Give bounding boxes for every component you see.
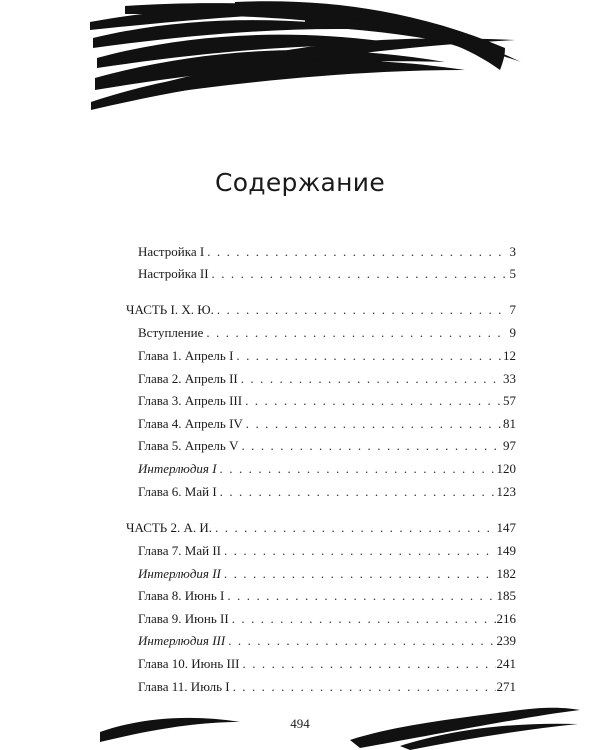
dot-leader [207,244,505,260]
toc-entry-label: Настройка I [138,244,205,259]
toc-entry [138,244,516,260]
toc-entry-page: 216 [496,611,516,626]
toc-entry-page: 149 [496,543,516,558]
toc-entry [138,588,516,604]
toc-entry-page: 5 [509,266,516,281]
toc-entry [138,325,516,341]
toc-entry-label: Глава 5. Апрель V [138,438,239,453]
dot-leader [220,461,496,477]
dot-leader [215,520,495,536]
toc-entry [138,656,516,672]
toc-entry-label: Глава 7. Май II [138,543,221,558]
toc-entry [138,348,516,364]
toc-entry-page: 123 [496,484,516,499]
toc-entry [138,393,516,409]
toc-entry [126,302,516,318]
toc-entry-label: Глава 11. Июль I [138,679,230,694]
toc-entry-page: 81 [503,416,516,431]
dot-leader [243,656,496,672]
toc-entry-label: Глава 1. Апрель I [138,348,234,363]
toc-entry-label: Глава 8. Июнь I [138,588,225,603]
toc-entry [138,461,516,477]
toc-entry-page: 9 [509,325,516,340]
toc-entry-page: 241 [496,656,516,671]
toc-entry [138,438,516,454]
toc-entry-page: 12 [503,348,516,363]
toc-entry-label: Глава 2. Апрель II [138,371,238,386]
dot-leader [220,484,496,500]
dot-leader [232,611,496,627]
toc-entry-page: 182 [496,566,516,581]
page-title: Содержание [214,168,386,197]
toc-entry-label: Глава 9. Июнь II [138,611,229,626]
toc-entry-page: 97 [503,438,516,453]
toc-entry-page: 57 [503,393,516,408]
dot-leader [241,438,502,454]
toc-entry-label: Глава 3. Апрель III [138,393,243,408]
dot-leader [246,416,502,432]
dot-leader [228,633,495,649]
dot-leader [233,679,496,695]
toc-entry-label: ЧАСТЬ I. Х. Ю. [126,302,214,317]
toc-entry-label: Интерлюдия I [138,461,217,476]
dot-leader [236,348,502,364]
dot-leader [224,543,496,559]
dot-leader [217,302,505,318]
dot-leader [224,566,496,582]
dot-leader [206,325,505,341]
toc-entry-label: Настройка II [138,266,209,281]
page-number: 494 [290,716,310,731]
toc-entry [138,633,516,649]
toc-entry [138,416,516,432]
toc-entry [138,484,516,500]
dot-leader [245,393,502,409]
toc-entry [138,266,516,282]
toc-entry [126,520,516,536]
dot-leader [212,266,505,282]
toc-entry-label: Глава 10. Июнь III [138,656,240,671]
toc-entry [138,543,516,559]
toc-entry [138,611,516,627]
toc-entry [138,371,516,387]
toc-entry-page: 185 [496,588,516,603]
toc-entry-page: 120 [496,461,516,476]
toc-entry-label: Вступление [138,325,204,340]
toc-entry-page: 239 [496,633,516,648]
toc-entry-page: 33 [503,371,516,386]
toc-entry-label: Глава 6. Май I [138,484,217,499]
toc-entry [138,679,516,695]
toc-entry-page: 7 [509,302,516,317]
toc-entry-page: 271 [496,679,516,694]
dot-leader [241,371,502,387]
toc-entry-label: Интерлюдия III [138,633,226,648]
toc-entry-label: Интерлюдия II [138,566,221,581]
toc-entry-label: Глава 4. Апрель IV [138,416,243,431]
toc-entry [138,566,516,582]
toc-entry-label: ЧАСТЬ 2. А. И. [126,520,213,535]
toc-entry-page: 147 [496,520,516,535]
dot-leader [227,588,495,604]
toc-entry-page: 3 [509,244,516,259]
